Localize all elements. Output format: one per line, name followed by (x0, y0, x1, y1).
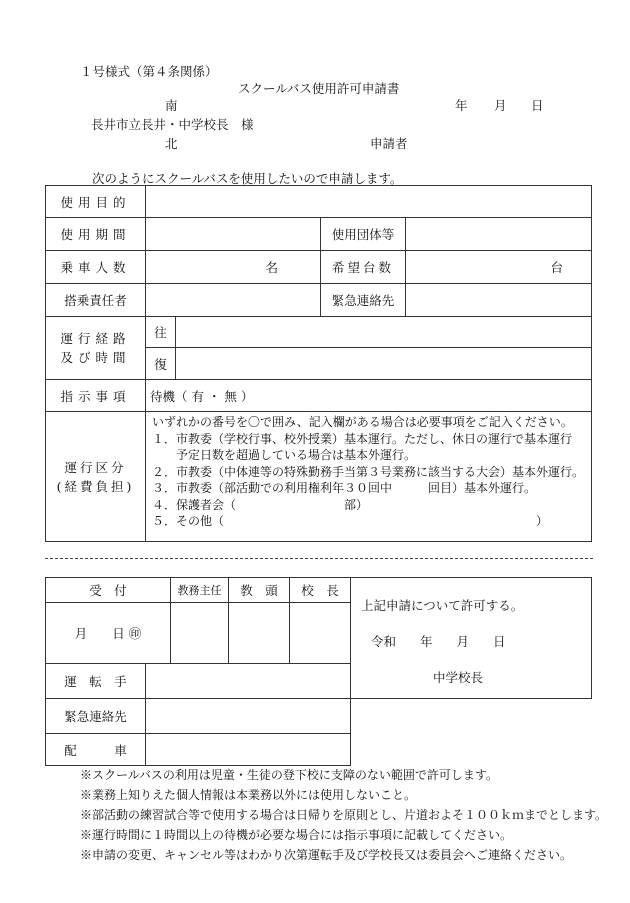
passengers-field[interactable] (146, 251, 321, 284)
dispatch-label: 配 車 (46, 734, 146, 766)
approval-month: 月 (456, 634, 470, 649)
date-day: 日 (531, 98, 544, 113)
addressee: 長井市立長井・中学校長 様 (91, 117, 254, 132)
reception-date-label: 月 日 (74, 626, 125, 641)
vice-stamp[interactable] (229, 603, 290, 664)
category-line: ３．市教委（部活動での利用権利年３０回中 回目）基本外運行。 (152, 481, 537, 495)
category-line: １．市教委（学校行事、校外授業）基本運行。ただし、休日の運行で基本運行 (152, 431, 573, 446)
period-field[interactable] (146, 218, 321, 251)
buses-label: 希望台数 (321, 251, 406, 284)
row-period (46, 218, 592, 251)
reception-label: 受 付 (46, 578, 171, 603)
route-back-label: 復 (146, 348, 176, 380)
category-line: 予定日数を超過している場合は基本外運行。 (152, 448, 417, 462)
form-title: スクールバス使用許可申請書 (238, 81, 400, 96)
note-item: ※業務上知りえた個人情報は本業務以外には使用しないこと。 (80, 788, 417, 802)
note-item: ※運行時間に１時間以上の待機が必要な場合には指示事項に記載してください。 (80, 828, 513, 842)
office-emergency-row (46, 699, 592, 734)
category-line: ５．その他（ ） (152, 514, 549, 528)
route-out-label: 往 (146, 317, 176, 348)
note-item: ※申請の変更、キャンセル等はわかり次第運転手及び学校長又は委員会へご連絡ください。 (80, 848, 573, 862)
purpose-label: 使用目的 (46, 186, 146, 218)
driver-label: 運 転 手 (46, 664, 146, 699)
approval-day: 日 (493, 634, 506, 649)
application-table (45, 185, 592, 542)
blank-cell (351, 699, 592, 766)
passengers-label: 乗車人数 (46, 251, 146, 284)
reception-date[interactable] (46, 603, 171, 664)
emergency-label: 緊急連絡先 (321, 284, 406, 317)
buses-field[interactable] (406, 251, 592, 284)
group-label: 使用団体等 (321, 218, 406, 251)
category-label-line1: 運行区分 (64, 459, 127, 475)
applicant-label: 申請者 (370, 136, 408, 151)
row-route-out (46, 317, 592, 348)
period-label: 使用期間 (46, 218, 146, 251)
row-category (46, 412, 592, 542)
row-passengers (46, 251, 592, 284)
school-south: 南 (165, 98, 178, 113)
office-emergency-label: 緊急連絡先 (46, 699, 146, 734)
supervisor-field[interactable] (146, 284, 321, 317)
vice-label: 教 頭 (229, 578, 290, 603)
principal-stamp[interactable] (290, 603, 351, 664)
route-out-field[interactable] (176, 317, 592, 348)
route-label-line2: 及び時間 (60, 350, 131, 365)
driver-field[interactable] (146, 664, 351, 699)
school-principal: 中学校長 (433, 670, 484, 685)
purpose-field[interactable] (146, 186, 592, 218)
category-line: ４．保護者会（ 部） (152, 497, 369, 512)
note-item: ※部活動の練習試合等で使用する場合は日帰りを原則とし、片道およそ１００ｋｍまでとします。 (80, 808, 608, 822)
era-label: 令和 (371, 634, 397, 649)
route-label (46, 317, 146, 380)
office-header-row (46, 578, 592, 603)
approval-cell (351, 578, 592, 699)
office-table (45, 577, 592, 766)
route-back-field[interactable] (176, 348, 592, 380)
date-year: 年 (455, 98, 468, 113)
date-month: 月 (494, 98, 507, 113)
supervisor-label: 搭乗責任者 (46, 284, 146, 317)
approval-date (361, 632, 591, 650)
row-instructions (46, 380, 592, 412)
emergency-field[interactable] (406, 284, 592, 317)
school-north: 北 (165, 136, 178, 151)
principal-label: 校 長 (290, 578, 351, 603)
instructions-value: 待機（ 有 ・ 無 ） (150, 388, 254, 404)
approval-text: 上記申請について許可する。 (361, 598, 524, 613)
dispatch-field[interactable] (146, 734, 351, 766)
instructions-label: 指示事項 (46, 380, 146, 412)
passengers-unit: 名 (265, 260, 278, 275)
row-supervisor (46, 284, 592, 317)
category-line: ２．市教委（中体連等の特殊勤務手当第３号業務に該当する大会）基本外運行。 (152, 464, 585, 479)
category-label (46, 412, 146, 542)
intro-text: 次のようにスクールバスを使用したいので申請します。 (92, 171, 403, 186)
approval-year: 年 (420, 634, 433, 649)
buses-unit: 台 (550, 260, 563, 275)
category-field[interactable] (146, 412, 592, 542)
chief-label: 教務主任 (171, 578, 229, 603)
form-number: １号様式（第４条関係） (80, 64, 218, 79)
chief-stamp[interactable] (171, 603, 229, 664)
seal-icon: ㊞ (128, 626, 142, 641)
cut-line (45, 558, 593, 559)
row-purpose (46, 186, 592, 218)
category-line: いずれかの番号を〇で囲み、記入欄がある場合は必要事項をご記入ください。 (152, 415, 573, 429)
note-item: ※スクールバスの利用は児童・生徒の登下校に支障のない範囲で許可します。 (80, 768, 498, 782)
group-field[interactable] (406, 218, 592, 251)
category-label-line2: (経費負担) (56, 478, 135, 494)
office-emergency-field[interactable] (146, 699, 351, 734)
route-label-line1: 運行経路 (60, 331, 131, 346)
instructions-field[interactable] (146, 380, 592, 412)
